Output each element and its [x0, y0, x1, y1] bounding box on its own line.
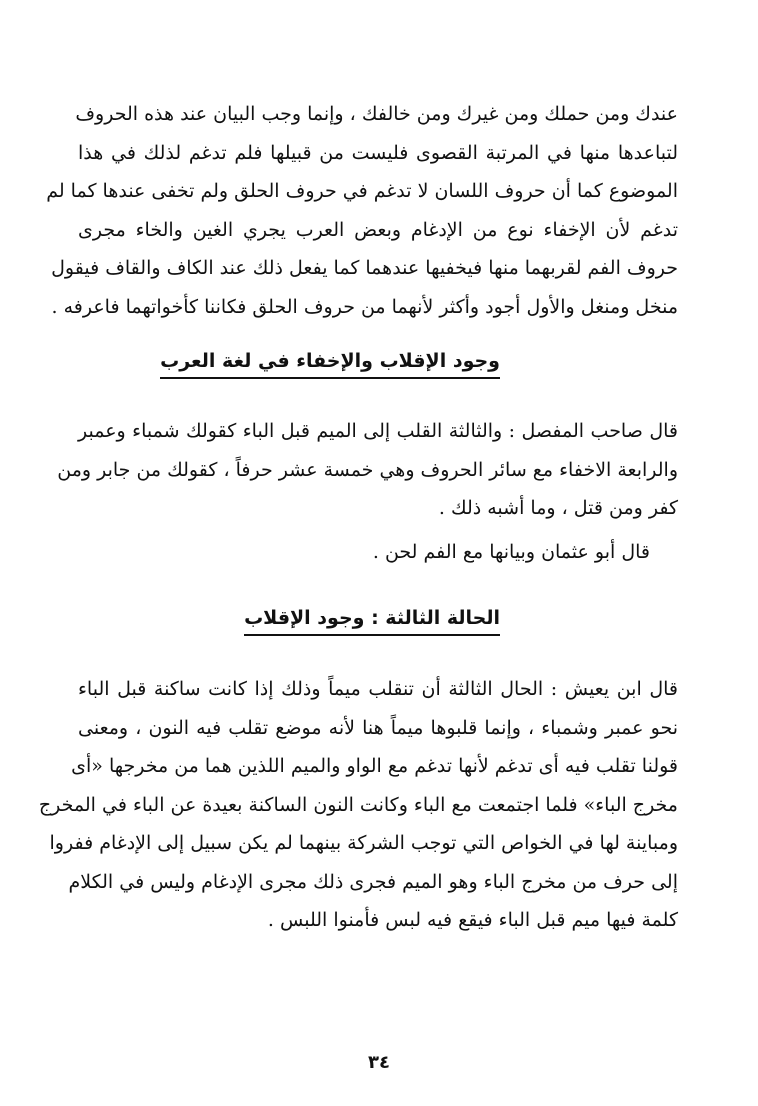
text-line: والرابعة الاخفاء مع سائر الحروف وهي خمسة عشر حرفاً ، كقولك من جابر ومن	[57, 458, 678, 481]
text-line: كلمة فيها ميم قبل الباء فيقع فيه لبس فأمنوا اللبس .	[267, 909, 678, 931]
text-line: حروف الفم لقربهما منها فيخفيها عندهما كما يفعل ذلك عند الكاف والقاف فيقول	[51, 257, 678, 279]
page-number: ٣٤	[368, 1052, 390, 1073]
text-line: إلى حرف من مخرج الباء وهو الميم فجرى ذلك مجرى الإدغام وليس في الكلام	[68, 870, 678, 893]
paragraph-4	[38, 670, 678, 940]
section-heading-1: وجود الإقلاب والإخفاء في لغة العرب	[160, 347, 500, 379]
paragraph-3	[78, 533, 678, 572]
text-line: تدغم لأن الإخفاء نوع من الإدغام وبعض العرب يجري الغين والخاء مجرى	[78, 218, 678, 241]
section-heading-2: الحالة الثالثة : وجود الإقلاب	[244, 604, 500, 636]
paragraph-1	[46, 95, 678, 326]
text-line: نحو عمبر وشمباء ، وإنما قلبوها ميماً هنا لأنه موضع تقلب فيه النون ، ومعنى	[78, 716, 678, 739]
text-line: منخل ومنغل والأول أجود وأكثر لأنهما من حروف الحلق فكاننا كأخواتهما فاعرفه .	[51, 295, 678, 318]
text-line: قال أبو عثمان وبيانها مع الفم لحن .	[372, 541, 650, 563]
text-line: مخرج الباء» فلما اجتمعت مع الباء وكانت النون الساكنة بعيدة عن الباء في المخرج	[38, 793, 678, 816]
text-line: ومباينة لها في الخواص التي توجب الشركة بينهما لم يكن سبيل إلى الإدغام ففروا	[49, 832, 678, 854]
text-line: قولنا تقلب فيه أى تدغم لأنها تدغم مع الواو والميم اللذين هما من مخرجها «أى	[71, 755, 678, 777]
text-line: عندك ومن حملك ومن غيرك ومن خالفك ، وإنما وجب البيان عند هذه الحروف	[75, 103, 678, 125]
paragraph-2	[57, 412, 678, 528]
text-line: لتباعدها منها في المرتبة القصوى فليست من قبيلها فلم تدغم لذلك في هذا	[78, 141, 678, 164]
text-line: الموضوع كما أن حروف اللسان لا تدغم في حروف الحلق ولم تخفى عندها كما لم	[46, 180, 678, 202]
text-line: كفر ومن قتل ، وما أشبه ذلك .	[438, 497, 678, 519]
text-line: قال ابن يعيش : الحال الثالثة أن تنقلب ميماً وذلك إذا كانت ساكنة قبل الباء	[78, 678, 678, 700]
text-line: قال صاحب المفصل : والثالثة القلب إلى الميم قبل الباء كقولك شمباء وعمبر	[78, 420, 678, 442]
